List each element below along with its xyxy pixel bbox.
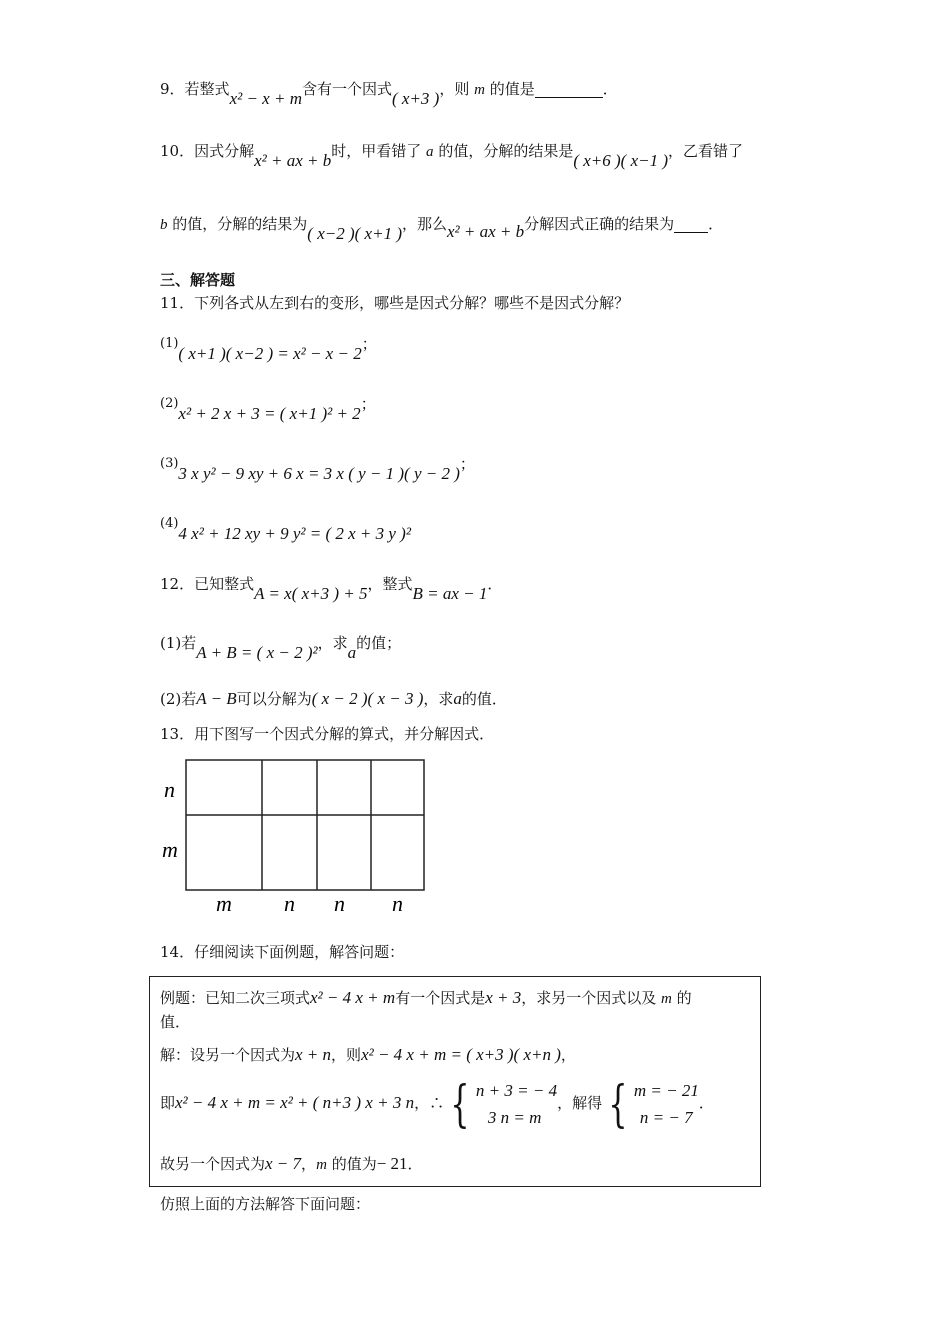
question-12: 12．已知整式A = x( x+3 ) + 5，整式B = ax − 1． bbox=[160, 575, 503, 603]
example-line-4: 即x² − 4 x + m = x² + ( n+3 ) x + 3 n，∴ { n + 3 = − 4 3 n = m，解得 { m = − 21 n = − 7． bbox=[160, 1075, 714, 1134]
q9-expression: x² − x + m bbox=[229, 89, 302, 108]
grid-col-label: n bbox=[334, 891, 345, 916]
example-line-5: 故另一个因式为x − 7，m 的值为− 21． bbox=[160, 1154, 423, 1173]
q9-factor: ( x+3 ) bbox=[392, 89, 440, 108]
area-grid-figure bbox=[160, 755, 440, 920]
grid-row-label: m bbox=[162, 837, 178, 862]
system-of-equations-2: m = − 21 n = − 7 bbox=[633, 1081, 699, 1128]
question-9: 9．若整式x² − x + m含有一个因式( x+3 )，则 m 的值是 ． bbox=[160, 80, 618, 108]
question-13: 13．用下图写一个因式分解的算式，并分解因式． bbox=[160, 725, 495, 743]
grid-col-label: m bbox=[216, 891, 232, 916]
q10-result-1: ( x+6 )( x−1 ) bbox=[573, 151, 669, 170]
answer-blank[interactable] bbox=[535, 83, 603, 98]
q11-item-3: (3)3 x y² − 9 xy + 6 x = 3 x ( y − 1 )( y − 2 )； bbox=[160, 455, 475, 483]
section-title: 三、解答题 bbox=[160, 271, 236, 289]
follow-up-instruction: 仿照上面的方法解答下面问题： bbox=[160, 1195, 371, 1213]
question-10: 10．因式分解x² + ax + b时，甲看错了 a 的值，分解的结果是( x+6 )( x−1 )，乙看错了 bbox=[160, 142, 744, 170]
grid-outline bbox=[186, 760, 424, 890]
grid-col-label: n bbox=[284, 891, 295, 916]
example-box bbox=[149, 976, 761, 1187]
answer-blank[interactable] bbox=[674, 218, 708, 233]
grid-col-label: n bbox=[392, 891, 403, 916]
system-of-equations-1: n + 3 = − 4 3 n = m bbox=[475, 1081, 558, 1128]
example-line-1: 例题：已知二次三项式x² − 4 x + m有一个因式是x + 3，求另一个因式以及 m 的 bbox=[160, 988, 692, 1007]
grid-row-label: n bbox=[164, 777, 175, 802]
q10-expression: x² + ax + b bbox=[254, 151, 332, 170]
q12-A-expression: A = x( x+3 ) + 5 bbox=[254, 584, 368, 603]
q11-item-4: (4)4 x² + 12 xy + 9 y² = ( 2 x + 3 y )² bbox=[160, 516, 411, 543]
q10-result-2: ( x−2 )( x+1 ) bbox=[307, 224, 402, 243]
question-14: 14．仔细阅读下面例题，解答问题： bbox=[160, 943, 405, 961]
q10-expression-2: x² + ax + b bbox=[447, 222, 525, 241]
q12-B-expression: B = ax − 1 bbox=[412, 584, 488, 603]
q12-part-1: (1)若A + B = ( x − 2 )²，求a的值； bbox=[160, 634, 402, 662]
left-brace-icon: { bbox=[450, 1075, 470, 1134]
q11-item-2: (2)x² + 2 x + 3 = ( x+1 )² + 2； bbox=[160, 395, 376, 423]
left-brace-icon: { bbox=[608, 1075, 628, 1134]
question-11: 11．下列各式从左到右的变形，哪些是因式分解？哪些不是因式分解？ bbox=[160, 294, 630, 312]
q11-item-1: (1)( x+1 )( x−2 ) = x² − x − 2； bbox=[160, 335, 377, 363]
question-10-line-2: b 的值，分解的结果为( x−2 )( x+1 )，那么x² + ax + b分解因式正确的结果为 ． bbox=[160, 215, 724, 243]
example-line-3: 解：设另一个因式为x + n，则x² − 4 x + m = ( x+3 )( x+n )， bbox=[160, 1045, 576, 1064]
example-line-2: 值． bbox=[160, 1013, 191, 1031]
q12-part-2: (2)若A − B可以分解为( x − 2 )( x − 3 )，求a的值． bbox=[160, 689, 507, 708]
